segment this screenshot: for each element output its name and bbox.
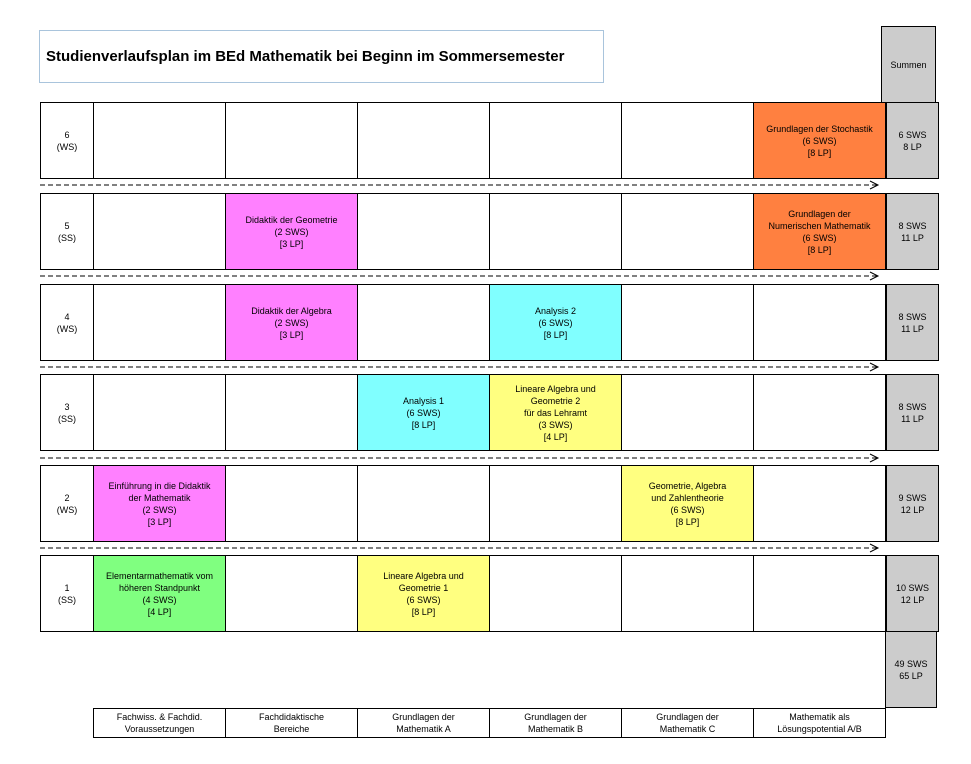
semester-label: 2 (WS) bbox=[40, 465, 94, 542]
course-cell bbox=[93, 102, 226, 179]
course-cell bbox=[225, 555, 358, 632]
course-cell bbox=[489, 193, 622, 270]
semester-sum: 8 SWS 11 LP bbox=[886, 374, 939, 451]
course-cell-analysis-2: Analysis 2 (6 SWS) [8 LP] bbox=[489, 284, 622, 361]
course-cell-didaktik-geometrie: Didaktik der Geometrie (2 SWS) [3 LP] bbox=[225, 193, 358, 270]
course-cell-stochastik: Grundlagen der Stochastik (6 SWS) [8 LP] bbox=[753, 102, 886, 179]
course-cell-einfuehrung-didaktik: Einführung in die Didaktik der Mathematik (2 SWS) [3 LP] bbox=[93, 465, 226, 542]
column-label: Grundlagen der Mathematik C bbox=[621, 708, 754, 738]
dashed-arrow bbox=[40, 453, 882, 463]
semester-row-4 bbox=[40, 284, 939, 361]
sum-column-header: Summen bbox=[881, 26, 936, 103]
dashed-arrow bbox=[40, 180, 882, 190]
total-sum: 49 SWS 65 LP bbox=[885, 631, 937, 708]
course-cell bbox=[753, 465, 886, 542]
course-cell-linalg-2: Lineare Algebra und Geometrie 2 für das Lehramt (3 SWS) [4 LP] bbox=[489, 374, 622, 451]
course-cell bbox=[489, 555, 622, 632]
course-cell bbox=[753, 284, 886, 361]
column-label: Grundlagen der Mathematik B bbox=[489, 708, 622, 738]
semester-sum: 8 SWS 11 LP bbox=[886, 284, 939, 361]
column-label: Grundlagen der Mathematik A bbox=[357, 708, 490, 738]
column-label: Fachwiss. & Fachdid. Voraussetzungen bbox=[93, 708, 226, 738]
course-cell bbox=[93, 374, 226, 451]
course-cell bbox=[753, 374, 886, 451]
course-cell-geometrie-algebra: Geometrie, Algebra und Zahlentheorie (6 SWS) [8 LP] bbox=[621, 465, 754, 542]
dashed-arrow bbox=[40, 543, 882, 553]
course-cell bbox=[621, 555, 754, 632]
course-cell bbox=[489, 102, 622, 179]
course-cell bbox=[621, 374, 754, 451]
course-cell-elementarmathematik: Elementarmathematik vom höheren Standpunkt (4 SWS) [4 LP] bbox=[93, 555, 226, 632]
course-cell-didaktik-algebra: Didaktik der Algebra (2 SWS) [3 LP] bbox=[225, 284, 358, 361]
course-cell bbox=[225, 465, 358, 542]
course-cell bbox=[621, 193, 754, 270]
course-cell-analysis-1: Analysis 1 (6 SWS) [8 LP] bbox=[357, 374, 490, 451]
semester-label: 4 (WS) bbox=[40, 284, 94, 361]
column-label: Fachdidaktische Bereiche bbox=[225, 708, 358, 738]
course-cell bbox=[357, 465, 490, 542]
column-label: Mathematik als Lösungspotential A/B bbox=[753, 708, 886, 738]
column-footer bbox=[93, 708, 886, 738]
course-cell bbox=[489, 465, 622, 542]
semester-row-5 bbox=[40, 193, 939, 270]
course-cell bbox=[357, 102, 490, 179]
course-cell bbox=[225, 102, 358, 179]
course-cell bbox=[93, 284, 226, 361]
semester-row-3 bbox=[40, 374, 939, 451]
course-cell bbox=[753, 555, 886, 632]
dashed-arrow bbox=[40, 271, 882, 281]
course-cell bbox=[225, 374, 358, 451]
semester-label: 3 (SS) bbox=[40, 374, 94, 451]
semester-row-1 bbox=[40, 555, 939, 632]
semester-sum: 8 SWS 11 LP bbox=[886, 193, 939, 270]
semester-label: 6 (WS) bbox=[40, 102, 94, 179]
course-cell-linalg-1: Lineare Algebra und Geometrie 1 (6 SWS) [8 LP] bbox=[357, 555, 490, 632]
course-cell bbox=[357, 193, 490, 270]
semester-row-6 bbox=[40, 102, 939, 179]
semester-sum: 9 SWS 12 LP bbox=[886, 465, 939, 542]
semester-row-2 bbox=[40, 465, 939, 542]
course-cell bbox=[621, 284, 754, 361]
course-cell bbox=[357, 284, 490, 361]
course-cell bbox=[621, 102, 754, 179]
semester-sum: 10 SWS 12 LP bbox=[886, 555, 939, 632]
course-cell-numerik: Grundlagen der Numerischen Mathematik (6 SWS) [8 LP] bbox=[753, 193, 886, 270]
semester-label: 1 (SS) bbox=[40, 555, 94, 632]
course-cell bbox=[93, 193, 226, 270]
dashed-arrow bbox=[40, 362, 882, 372]
semester-sum: 6 SWS 8 LP bbox=[886, 102, 939, 179]
semester-label: 5 (SS) bbox=[40, 193, 94, 270]
page-title: Studienverlaufsplan im BEd Mathematik bei Beginn im Sommersemester bbox=[39, 30, 604, 83]
